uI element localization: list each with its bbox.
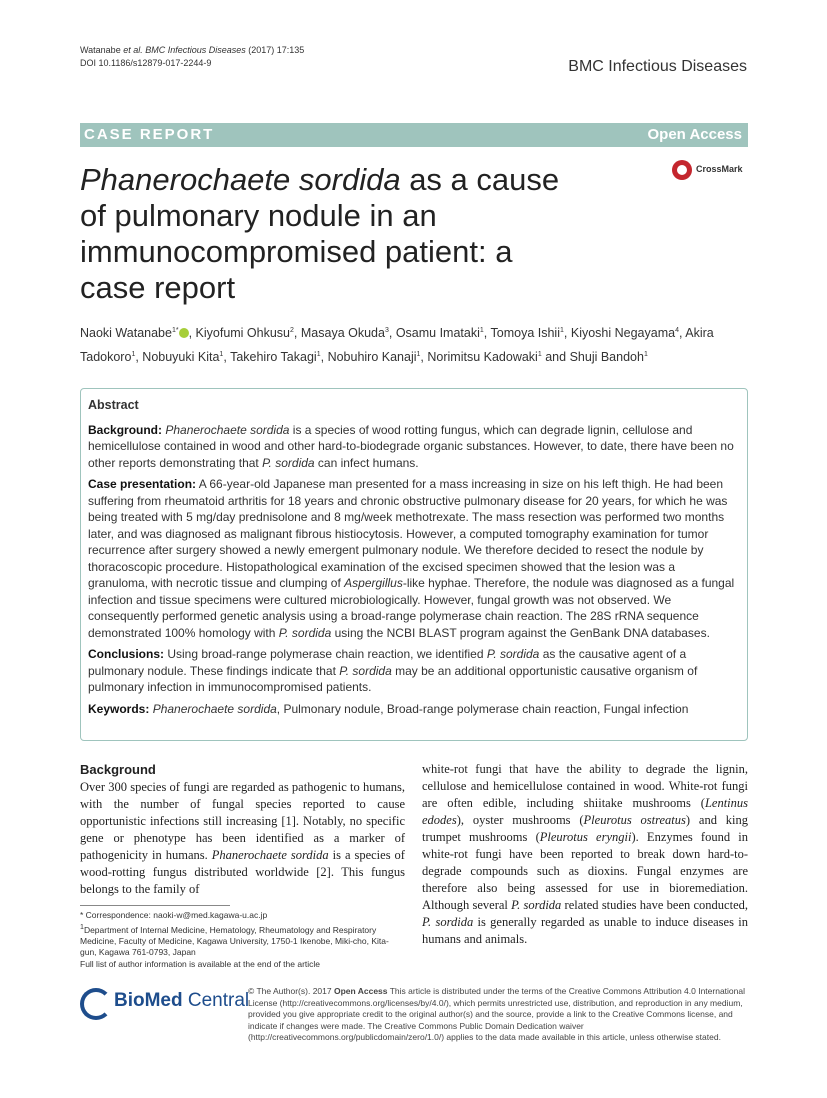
author-name: Nobuhiro Kanaji (327, 350, 417, 365)
body-text-6: ). Enzymes found in white-rot fungi have been reported to break down hard-to-degrade compounds such as dioxins. Fungal enzymes are therefore also being assessed for use in bioremediation. Although several (422, 830, 748, 912)
author (80, 326, 189, 340)
case-species: P. sordida (278, 625, 332, 640)
body-text-5: ) and king trumpet mushrooms ( (422, 813, 748, 844)
affiliation (80, 922, 400, 959)
case-text: A 66-year-old Japanese man presented for a mass increasing in size on his left thigh. He had been suffering from rheumatoid arthritis for 18 years and chronic obstructive pulmonary disease for 20 years, for which he was being treated with 5 mg/day prednisolone and 8 mg/week methotrexate. The mass resection was performed two months later, and was diagnosed as malignant fibrous histiocytosis. However, a computed tomography examination for tumor recurrence after surgery showed a newly emergent pulmonary nodule. We therefore decided to resect the nodule by thoracoscopic procedure. Histopathological examination of the excised specimen showed that the lesion was a granuloma, with necrotic tissue and clumping of (88, 477, 728, 590)
author-name: Akira Tadokoro (80, 326, 714, 365)
body-column-right (422, 761, 748, 948)
body-text-4: ), oyster mushrooms ( (456, 813, 584, 827)
abstract-keywords (88, 701, 738, 718)
author-affiliation-sup: 1 (316, 351, 321, 359)
body-text-3: white-rot fungi that have the ability to degrade the lignin, cellulose and hemicellulose contained in wood. White-rot fungi are often edible, including shiitake mushrooms ( (422, 762, 748, 810)
background-text-2: can infect humans. (314, 455, 419, 470)
crossmark-badge[interactable] (672, 158, 752, 184)
conclusions-species-2: P. sordida (339, 663, 392, 678)
author-affiliation-sup: 4 (675, 327, 679, 334)
conclusions-species: P. sordida (486, 647, 540, 661)
abstract-conclusions (88, 646, 738, 696)
doi: DOI 10.1186/s12879-017-2244-9 (80, 58, 212, 68)
title-species: Phanerochaete sordida (80, 162, 401, 197)
author-affiliation-sup: 1 (416, 351, 421, 359)
keywords-label: Keywords: (88, 701, 150, 716)
license-open-access: Open Access (333, 986, 388, 996)
publisher-name-rest: Central (182, 990, 250, 1011)
citation-journal: BMC Infectious Diseases (145, 45, 246, 55)
body-text-2: is a species of wood-rotting fungus distributed worldwide [2]. This fungus belongs to the family of (80, 848, 405, 896)
conclusions-text-3: may be an additional opportunistic causative organism of pulmonary infection in immunocompromised patients. (88, 663, 698, 694)
author-affiliation-sup: 2 (290, 327, 294, 334)
author-name: Norimitsu Kadowaki (427, 350, 538, 365)
author-name: Tomoya Ishii (490, 326, 560, 341)
conclusions-label: Conclusions: (88, 647, 165, 661)
author (142, 350, 223, 364)
case-genus: Aspergillus (344, 576, 403, 590)
author-affiliation-sup: 1 (479, 327, 484, 334)
keywords-text: , Pulmonary nodule, Broad-range polymerase chain reaction, Fungal infection (276, 701, 689, 716)
conclusions-text: Using broad-range polymerase chain reaction, we identified (164, 647, 487, 661)
author (230, 350, 321, 364)
author (196, 326, 294, 340)
author (571, 326, 679, 340)
license-prefix: © The Author(s). 2017 (248, 986, 334, 996)
background-label: Background: (88, 422, 163, 437)
author (301, 326, 389, 340)
background-species: Phanerochaete sordida (165, 422, 290, 437)
article-title (80, 162, 560, 306)
author-name: Masaya Okuda (300, 326, 385, 341)
author-affiliation-sup: 1 (131, 351, 136, 359)
crossmark-label: CrossMark (696, 164, 743, 174)
affiliation-sup: 1 (80, 922, 84, 931)
citation-etal: et al. (120, 45, 146, 55)
affiliation-text: Department of Internal Medicine, Hematology, Rheumatology and Respiratory Medicine, Faculty of Medicine, Kagawa University, 1750-1 Ikenobe, Miki-cho, Kita-gun, Kagawa 761-0793, Japan (80, 924, 389, 958)
biomed-central-ring-icon (80, 988, 112, 1020)
citation-volume: (2017) 17:135 (245, 45, 305, 55)
case-label: Case presentation: (88, 477, 197, 491)
author-and: and (545, 350, 570, 365)
author (491, 326, 564, 340)
abstract-background (88, 422, 738, 472)
author-affiliation-sup: 1 (537, 351, 542, 359)
correspondence[interactable]: * Correspondence: naoki-w@med.kagawa-u.ac.jp (80, 910, 268, 920)
article-type-banner (80, 123, 748, 147)
author-affiliation-sup: 1* (171, 327, 179, 334)
citation-authors: Watanabe (80, 45, 121, 55)
license-statement (248, 986, 748, 1044)
publisher-name-bold: BioMed (114, 990, 183, 1011)
author-name: Takehiro Takagi (230, 350, 317, 365)
title-rest: as a cause of pulmonary nodule in an immunocompromised patient: a case report (80, 162, 560, 305)
case-text-2: -like hyphae. Therefore, the nodule was diagnosed as a fungal infection and tissue specimens were cultured microbiologically. However, fungal growth was not observed. We consequently performed genetic analysis using a broad-range polymerase chain reaction. The 28S rRNA sequence demonstrated 100% homology with (88, 576, 735, 640)
crossmark-icon (672, 160, 692, 180)
open-access-label: Open Access (647, 126, 742, 143)
biomed-central-logo (80, 986, 250, 1022)
author-name: Kiyoshi Negayama (570, 326, 676, 341)
section-heading-background: Background (80, 762, 156, 777)
author-affiliation-sup: 3 (384, 327, 389, 334)
body-text-7: related studies have been conducted, (561, 898, 748, 912)
background-text: is a species of wood rotting fungus, which can degrade lignin, cellulose and hemicellulose contained in wood and other hard-to-biodegrade organic substances. However, to date, there have been no other reports demonstrating that (88, 422, 734, 470)
species-pleurotus-ostreatus: Pleurotus ostreatus (583, 813, 686, 827)
abstract-case (88, 476, 738, 641)
author (396, 326, 484, 340)
author-name: Nobuyuki Kita (142, 350, 220, 365)
abstract-heading: Abstract (88, 398, 139, 412)
species-pleurotus-eryngii: Pleurotus eryngii (539, 830, 632, 844)
body-column-left (80, 761, 405, 898)
author-affiliation-sup: 1 (643, 351, 648, 359)
author-name: Kiyofumi Ohkusu (195, 326, 291, 341)
body-text-8: is generally regarded as unable to induce diseases in humans and animals. (422, 915, 748, 946)
author-name: Naoki Watanabe (80, 326, 172, 341)
author-name: Shuji Bandoh (569, 350, 644, 365)
species-sordida-1: P. sordida (511, 898, 562, 912)
background-species-2: P. sordida (262, 455, 315, 470)
author-affiliation-sup: 1 (560, 327, 564, 334)
footnotes (80, 910, 400, 970)
publisher-name (114, 990, 249, 1012)
author (570, 350, 648, 364)
article-type: CASE REPORT (84, 126, 215, 143)
author-info-note: Full list of author information is available at the end of the article (80, 958, 321, 969)
body-text: Over 300 species of fungi are regarded as pathogenic to humans, with the number of fungal species reported to cause opportunistic infections still increasing [1]. Notably, no specific gene or phenotype has been identified as a marker of pathogenicity in humans. (80, 780, 405, 862)
abstract-box (80, 388, 748, 741)
keywords-species: Phanerochaete sordida (152, 701, 277, 716)
species-lentinus: Lentinus edodes (422, 796, 748, 827)
footnote-divider (80, 905, 230, 906)
citation-line (80, 44, 304, 57)
conclusions-text-2: as the causative agent of a pulmonary nodule. These findings indicate that (88, 647, 687, 678)
journal-name: BMC Infectious Diseases (568, 58, 747, 75)
orcid-icon[interactable] (179, 328, 189, 338)
author (427, 350, 541, 364)
author (328, 350, 421, 364)
author-affiliation-sup: 1 (219, 351, 224, 359)
author-list: Naoki Watanabe$^{1*}$ , Kiyofumi Ohkusu$^2$, Masaya Okuda$^3$, Osamu Imataki$^1$, Tomoya Ishii$^1$, Kiyoshi Negayama$^4$, Akira Tadokoro$^1$, Nobuyuki Kita$^1$, Takehiro Takagi$^1$, Nobuhiro Kanaji$^1$, Norimitsu Kadowaki$^1$ and Shuji Bandoh$^1$ (80, 326, 714, 365)
case-text-3: using the NCBI BLAST program against the GenBank DNA databases. (331, 625, 710, 640)
body-species: Phanerochaete sordida (211, 848, 329, 862)
license-text: This article is distributed under the terms of the Creative Commons Attribution 4.0 International License (http://creativecommons.org/licenses/by/4.0/), which permits unrestricted use, distribution, and reproduction in any medium, provided you give appropriate credit to the original author(s) and the source, provide a link to the Creative Commons license, and indicate if changes were made. The Creative Commons Public Domain Dedication waiver (http://creativecommons.org/publicdomain/zero/1.0/) applies to the data made available in this article, unless otherwise stated. (248, 986, 746, 1042)
author-name: Osamu Imataki (395, 326, 480, 341)
species-sordida-2: P. sordida (422, 915, 474, 929)
